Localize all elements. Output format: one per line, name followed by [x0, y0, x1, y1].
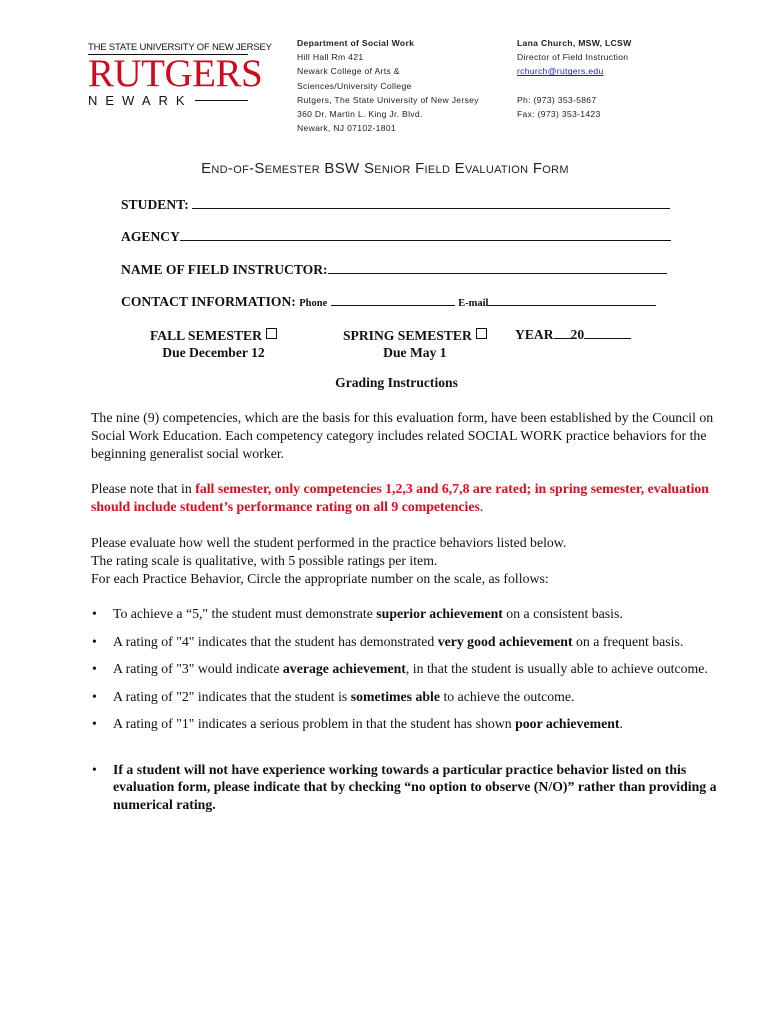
fall-semester-label: FALL SEMESTER	[150, 328, 262, 343]
scale-instructions	[91, 534, 751, 588]
rating-3-item: • A rating of "3" would indicate average achievement, in that the student is usually able to achieve outcome.	[92, 661, 708, 676]
logo-wordmark: RUTGERS	[88, 52, 263, 95]
student-input-line[interactable]	[192, 197, 670, 209]
year-prefix: 20	[570, 327, 585, 342]
agency-field	[121, 229, 671, 245]
logo-tagline: THE STATE UNIVERSITY OF NEW JERSEY	[88, 42, 272, 53]
student-field	[121, 197, 670, 213]
student-label: STUDENT:	[121, 197, 189, 212]
fall-semester-option	[150, 327, 277, 361]
instructor-field	[121, 262, 667, 278]
logo-campus: NEWARK	[88, 93, 193, 108]
year-input-line[interactable]	[584, 327, 631, 339]
fall-semester-checkbox[interactable]	[266, 328, 277, 339]
director-phone: Ph: (973) 353-5867	[517, 94, 597, 105]
scale-line-1: Please evaluate how well the student performed in the practice behaviors listed below.	[91, 535, 567, 550]
department-city: Newark, NJ 07102-1801	[297, 123, 396, 134]
year-prefix-line[interactable]	[554, 327, 571, 339]
agency-input-line[interactable]	[180, 229, 671, 241]
director-email-link[interactable]: rchurch@rutgers.edu	[517, 66, 604, 77]
rating-4-item: • A rating of "4" indicates that the student has demonstrated very good achievement on a frequent basis.	[92, 633, 684, 649]
department-room: Hill Hall Rm 421	[297, 52, 364, 63]
rating-2-item: • A rating of "2" indicates that the student is sometimes able to achieve the outcome.	[92, 688, 575, 704]
department-university: Rutgers, The State University of New Jersey	[297, 94, 479, 105]
grading-instructions-heading: Grading Instructions	[335, 375, 458, 390]
email-input-line[interactable]	[488, 294, 656, 306]
department-college-1: Newark College of Arts &	[297, 66, 400, 77]
scale-line-2: The rating scale is qualitative, with 5 possible ratings per item.	[91, 553, 438, 568]
rating-list	[91, 605, 741, 813]
email-label: E-mail	[458, 298, 489, 309]
phone-input-line[interactable]	[331, 294, 455, 306]
director-contact	[517, 36, 697, 121]
department-name: Department of Social Work	[297, 38, 415, 48]
rutgers-newark-logo	[88, 42, 272, 108]
spring-semester-option	[343, 327, 487, 361]
contact-label: CONTACT INFORMATION:	[121, 294, 296, 309]
spring-semester-checkbox[interactable]	[476, 328, 487, 339]
rating-1-item: • A rating of "1" indicates a serious problem in that the student has shown poor achievement.	[92, 716, 623, 731]
department-address	[297, 36, 507, 135]
instructor-label: NAME OF FIELD INSTRUCTOR:	[121, 262, 328, 277]
year-field	[515, 327, 631, 343]
instructor-input-line[interactable]	[328, 262, 667, 274]
semester-note-emphasis: fall semester, only competencies 1,2,3 and 6,7,8 are rated; in spring semester, evaluation should include student’s performance rating on all 9 competencies	[91, 481, 709, 514]
phone-label: Phone	[299, 298, 328, 309]
contact-field	[121, 294, 656, 310]
fall-due-date: Due December 12	[162, 345, 265, 360]
semester-note	[91, 480, 751, 516]
spring-semester-label: SPRING SEMESTER	[343, 328, 472, 343]
intro-paragraph: The nine (9) competencies, which are the basis for this evaluation form, have been established by the Council on Social Work Education. Each competency category includes related SOCIAL WORK practice behaviors for the beginning generalist social worker.	[91, 410, 714, 461]
department-street: 360 Dr. Martin L. King Jr. Blvd.	[297, 109, 423, 120]
director-fax: Fax: (973) 353-1423	[517, 109, 601, 120]
semester-note-suffix: .	[479, 499, 484, 514]
logo-rule	[195, 100, 248, 101]
no-observation-item: • If a student will not have experience working towards a particular practice behavior listed on this evaluation form, please indicate that by checking “no option to observe (N/O)” rather than providing a numerical rating.	[92, 761, 717, 812]
scale-line-3: For each Practice Behavior, Circle the appropriate number on the scale, as follows:	[91, 571, 549, 586]
director-name: Lana Church, MSW, LCSW	[517, 38, 632, 48]
semester-note-prefix: Please note that in	[91, 481, 196, 496]
rating-5-item: • To achieve a “5," the student must demonstrate superior achievement on a consistent basis.	[92, 606, 623, 621]
department-college-2: Sciences/University College	[297, 80, 412, 91]
year-label: YEAR	[515, 327, 554, 342]
agency-label: AGENCY	[121, 229, 180, 244]
director-title: Director of Field Instruction	[517, 52, 629, 63]
form-title: End-of-Semester BSW Senior Field Evaluation Form	[201, 160, 569, 177]
spring-due-date: Due May 1	[383, 345, 447, 360]
